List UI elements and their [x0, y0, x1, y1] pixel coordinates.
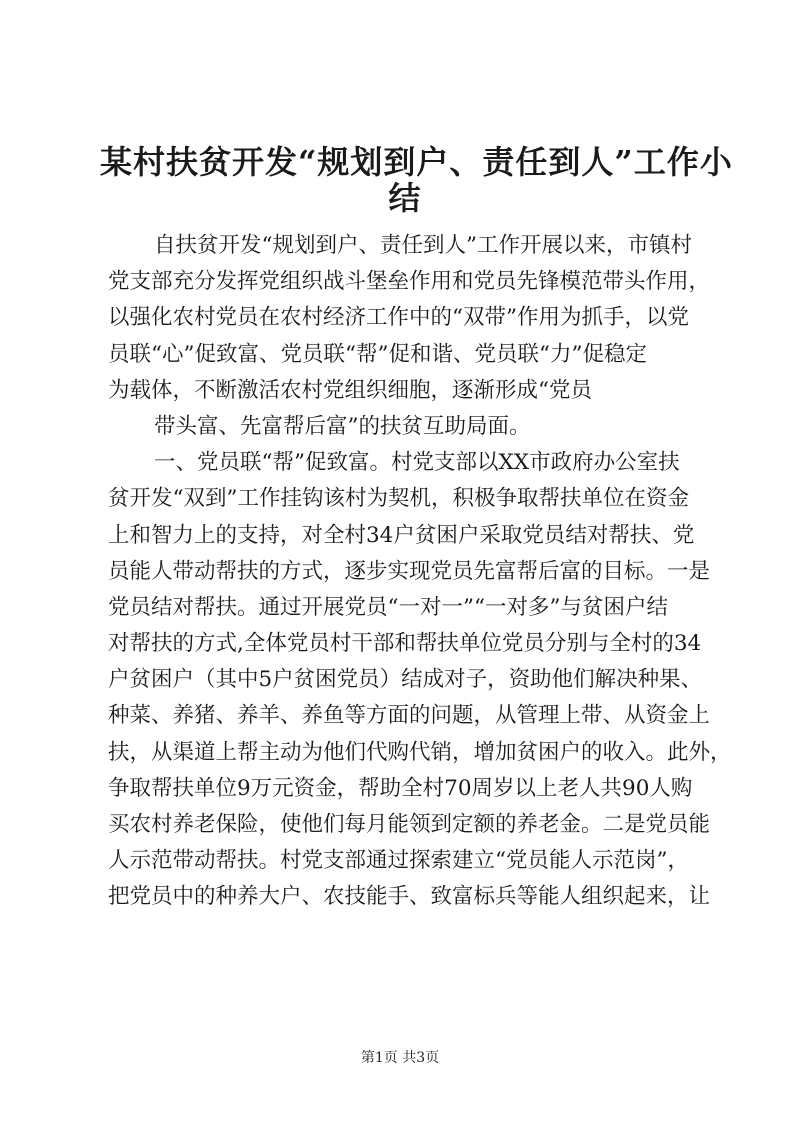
body-line: 户贫困户（其中5户贫困党员）结成对子，资助他们解决种果、	[108, 667, 703, 693]
body-line: 带头富、先富帮后富”的扶贫互助局面。	[154, 413, 531, 439]
body-line: 为载体，不断激活农村党组织细胞，逐渐形成“党员	[108, 377, 592, 403]
body-line: 买农村养老保险，使他们每月能领到定额的养老金。二是党员能	[108, 812, 711, 837]
body-line: 党员结对帮扶。通过开展党员“一对一”“一对多”与贫困户结	[108, 594, 668, 620]
document-body	[108, 228, 732, 916]
title-line: 某村扶贫开发“规划到户、责任到人”工作小	[100, 143, 733, 181]
body-line: 对帮扶的方式,全体党员村干部和帮扶单位党员分别与全村的34	[108, 631, 702, 657]
title-line: 结	[388, 179, 422, 218]
body-line: 把党员中的种养大户、农技能手、致富标兵等能人组织起来，让	[108, 884, 711, 910]
body-line: 员能人带动帮扶的方式，逐步实现党员先富帮后富的目标。一是	[108, 558, 711, 584]
body-line: 自扶贫开发“规划到户、责任到人”工作开展以来，市镇村	[154, 233, 692, 258]
body-line: 党支部充分发挥党组织战斗堡垒作用和党员先锋模范带头作用，	[108, 269, 711, 295]
body-line: 种菜、养猪、养羊、养鱼等方面的问题，从管理上带、从资金上	[108, 703, 711, 729]
body-line: 争取帮扶单位9万元资金，帮助全村70周岁以上老人共90人购	[108, 775, 693, 801]
body-line: 扶，从渠道上帮主动为他们代购代销，增加贫困户的收入。此外，	[108, 739, 732, 765]
body-line: 贫开发“双到”工作挂钩该村为契机，积极争取帮扶单位在资金	[108, 486, 689, 512]
document-title	[100, 138, 733, 218]
body-line: 人示范带动帮扶。村党支部通过探索建立“党员能人示范岗”，	[108, 848, 689, 874]
body-line: 上和智力上的支持，对全村34户贫困户采取党员结对帮扶、党	[108, 522, 695, 548]
body-line: 以强化农村党员在农村经济工作中的“双带”作用为抓手，以党	[108, 305, 689, 331]
page-footer: 第1页 共3页	[360, 1050, 440, 1066]
body-line: 一、党员联“帮”促致富。村党支部以XX市政府办公室扶	[154, 450, 680, 476]
body-line: 员联“心”促致富、党员联“帮”促和谐、党员联“力”促稳定	[108, 341, 647, 367]
